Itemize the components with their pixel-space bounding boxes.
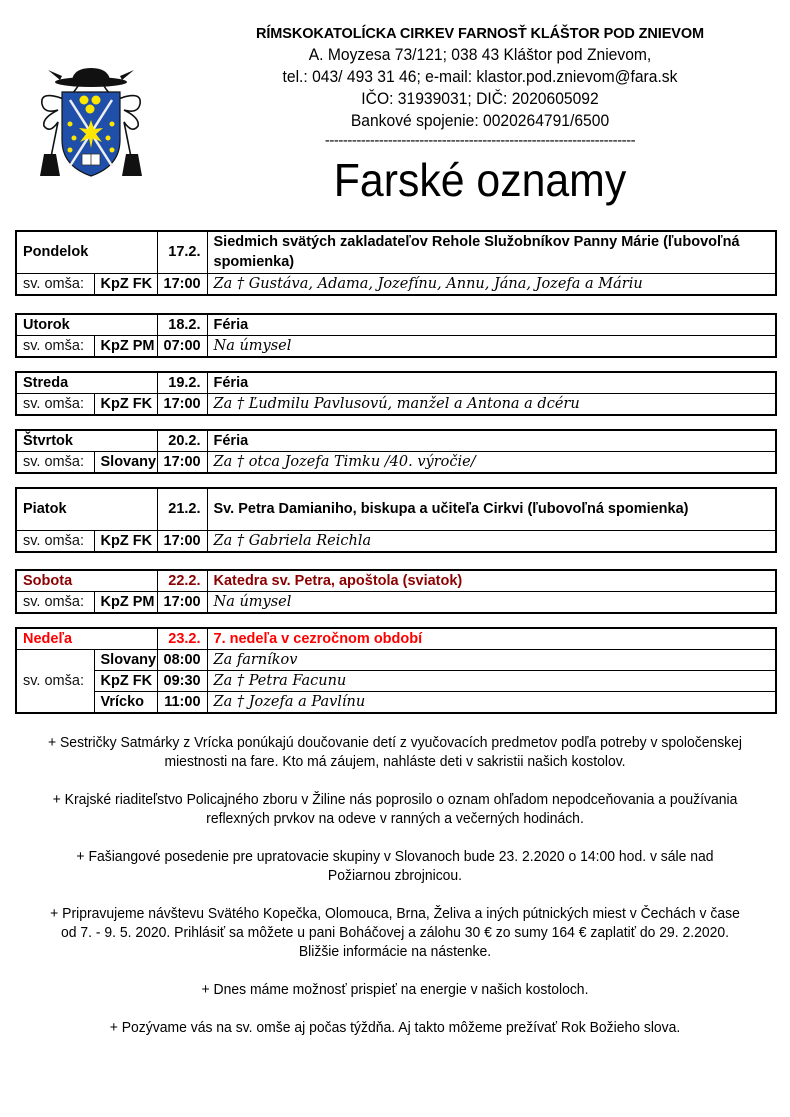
day-header-row <box>16 488 776 530</box>
day-name: Streda <box>16 372 157 394</box>
notice-item: + Pripravujeme návštevu Svätého Kopečka, Olomouca, Brna, Želiva a iných pútnických miest v Čechách v čase od 7. - 9. 5. 2020. Prihlásiť sa môžete u pani Boháčovej a zálohu 30 € zo sumy 164 € zaplatiť do 29. 2.2020. Bližšie informácie na nástenke. <box>50 905 740 960</box>
mass-intention: Na úmysel <box>207 592 776 614</box>
liturgical-celebration: Sv. Petra Damianiho, biskupa a učiteľa Cirkvi (ľubovoľná spomienka) <box>207 488 776 530</box>
coat-of-arms-icon <box>28 62 154 182</box>
parish-contact-block <box>210 24 750 148</box>
mass-intention: Za † Gabriela Reichla <box>207 530 776 552</box>
mass-intention: Za † Ľudmilu Pavlusovú, manžel a Antona a dcéru <box>207 394 776 416</box>
page-title: Farské oznamy <box>333 154 627 206</box>
mass-label: sv. omša: <box>16 394 94 416</box>
mass-place: KpZ PM <box>94 336 157 358</box>
day-table <box>15 569 777 614</box>
mass-place: KpZ FK <box>94 394 157 416</box>
day-header-row <box>16 570 776 592</box>
mass-label: sv. omša: <box>16 592 94 614</box>
day-date: 20.2. <box>157 430 207 452</box>
mass-row <box>16 273 776 295</box>
mass-row <box>16 650 776 671</box>
notice-item: + Fašiangové posedenie pre upratovacie skupiny v Slovanoch bude 23. 2.2020 o 14:00 hod. v sále nad Požiarnou zbrojnicou. <box>76 848 714 884</box>
day-table <box>15 371 777 416</box>
day-name: Utorok <box>16 314 157 336</box>
day-date: 18.2. <box>157 314 207 336</box>
day-date: 22.2. <box>157 570 207 592</box>
mass-time: 08:00 <box>157 650 207 671</box>
mass-intention: Za † otca Jozefa Timku /40. výročie/ <box>207 452 776 474</box>
notice-item: + Pozývame vás na sv. omše aj počas týždňa. Aj takto môžeme prežívať Rok Božieho slova. <box>109 1019 681 1036</box>
bank-account: Bankové spojenie: 0020264791/6500 <box>350 111 610 130</box>
mass-time: 17:00 <box>157 273 207 295</box>
tax-ids: IČO: 31939031; DIČ: 2020605092 <box>361 89 599 108</box>
liturgical-celebration: Siedmich svätých zakladateľov Rehole Služobníkov Panny Márie (ľubovoľná spomienka) <box>207 231 776 273</box>
mass-intention: Za † Jozefa a Pavlínu <box>207 692 776 714</box>
mass-time: 17:00 <box>157 530 207 552</box>
mass-place: KpZ FK <box>94 671 157 692</box>
day-name: Nedeľa <box>16 628 157 650</box>
day-name: Piatok <box>16 488 157 530</box>
mass-label: sv. omša: <box>16 273 94 295</box>
mass-intention: Na úmysel <box>207 336 776 358</box>
mass-place: Slovany <box>94 452 157 474</box>
mass-time: 17:00 <box>157 452 207 474</box>
day-name: Štvrtok <box>16 430 157 452</box>
notices <box>20 733 770 1056</box>
mass-intention: Za † Gustáva, Adama, Jozefínu, Annu, Jána, Jozefa a Máriu <box>207 273 776 295</box>
mass-label: sv. omša: <box>16 452 94 474</box>
day-table <box>15 429 777 474</box>
day-table <box>15 627 777 714</box>
mass-time: 11:00 <box>157 692 207 714</box>
liturgical-celebration: Féria <box>207 430 776 452</box>
day-table <box>15 230 777 296</box>
day-header-row <box>16 372 776 394</box>
mass-intention: Za farníkov <box>207 650 776 671</box>
mass-row <box>16 592 776 614</box>
day-header-row <box>16 231 776 273</box>
mass-row <box>16 530 776 552</box>
mass-time: 09:30 <box>157 671 207 692</box>
notice-item: + Krajské riaditeľstvo Policajného zboru v Žiline nás poprosilo o oznam ohľadom nepodceňovania a používania reflexných prvkov na odeve v ranných a večerných hodinách. <box>52 791 738 827</box>
letterhead <box>0 0 790 215</box>
mass-time: 17:00 <box>157 394 207 416</box>
notice-item: + Sestričky Satmárky z Vrícka ponúkajú doučovanie detí z vyučovacích predmetov podľa potreby v spoločenskej miestnosti na fare. Kto má záujem, nahláste deti v sakristii našich kostolov. <box>47 734 743 770</box>
liturgical-celebration: Féria <box>207 314 776 336</box>
liturgical-celebration: Féria <box>207 372 776 394</box>
mass-place: Slovany <box>94 650 157 671</box>
liturgical-celebration: Katedra sv. Petra, apoštola (sviatok) <box>207 570 776 592</box>
separator: --------------------------------------------------------------------- <box>324 132 636 149</box>
mass-row <box>16 452 776 474</box>
mass-place: KpZ FK <box>94 273 157 295</box>
mass-place: KpZ PM <box>94 592 157 614</box>
mass-time: 07:00 <box>157 336 207 358</box>
day-date: 23.2. <box>157 628 207 650</box>
mass-place: Vrícko <box>94 692 157 714</box>
mass-label: sv. omša: <box>16 530 94 552</box>
mass-label: sv. omša: <box>16 650 94 714</box>
day-header-row <box>16 430 776 452</box>
day-header-row <box>16 628 776 650</box>
day-date: 19.2. <box>157 372 207 394</box>
mass-row <box>16 394 776 416</box>
notice-item: + Dnes máme možnosť prispieť na energie v našich kostoloch. <box>201 981 589 998</box>
day-name: Pondelok <box>16 231 157 273</box>
mass-row <box>16 336 776 358</box>
contact-info: tel.: 043/ 493 31 46; e-mail: klastor.pod.znievom@fara.sk <box>282 67 678 86</box>
liturgical-celebration: 7. nedeľa v cezročnom období <box>207 628 776 650</box>
mass-label: sv. omša: <box>16 336 94 358</box>
day-name: Sobota <box>16 570 157 592</box>
day-table <box>15 313 777 358</box>
mass-time: 17:00 <box>157 592 207 614</box>
mass-row <box>16 671 776 692</box>
day-date: 17.2. <box>157 231 207 273</box>
mass-intention: Za † Petra Facunu <box>207 671 776 692</box>
day-header-row <box>16 314 776 336</box>
mass-row <box>16 692 776 714</box>
day-table <box>15 487 777 553</box>
address: A. Moyzesa 73/121; 038 43 Kláštor pod Znievom, <box>308 45 652 64</box>
organization-name: RÍMSKOKATOLÍCKA CIRKEV FARNOSŤ KLÁŠTOR POD ZNIEVOM <box>255 26 704 42</box>
day-date: 21.2. <box>157 488 207 530</box>
mass-place: KpZ FK <box>94 530 157 552</box>
